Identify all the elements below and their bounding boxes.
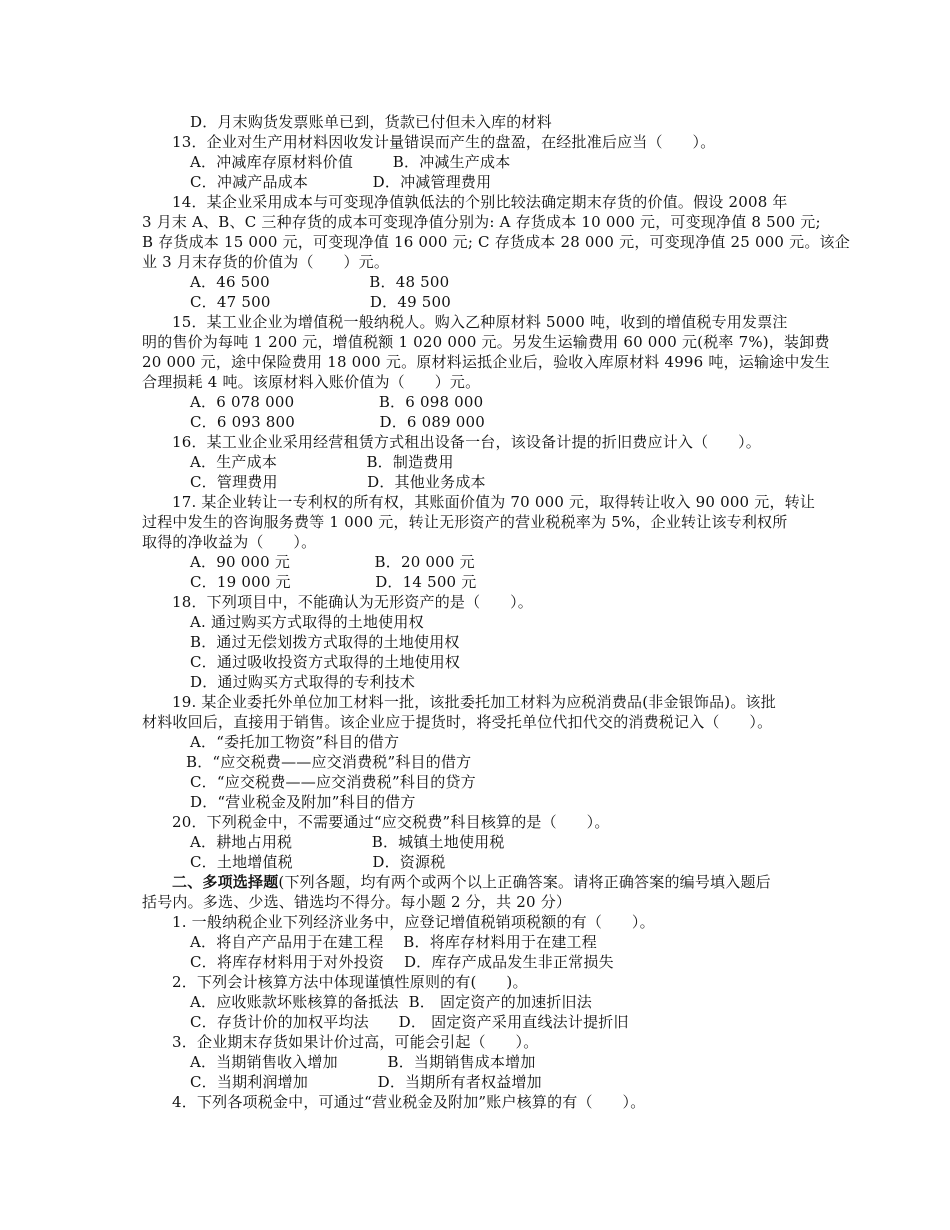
options-20-ab: A．耕地占用税 B．城镇土地使用税 (190, 833, 505, 851)
options-14-ab: A．46 500 B．48 500 (190, 273, 450, 291)
options-16-ab: A．生产成本 B．制造费用 (190, 453, 454, 471)
question-15-line-1: 15．某工业企业为增值税一般纳税人。购入乙种原材料 5000 吨，收到的增值税专用发票注 (172, 313, 788, 331)
multi-options-2-ab: A．应收账款坏账核算的备抵法 B． 固定资产的加速折旧法 (190, 993, 592, 1011)
question-17-line-3: 取得的净收益为（ ）。 (142, 533, 317, 551)
section-2-instructions-line-1: (下列各题，均有两个或两个以上正确答案。请将正确答案的编号填入题后 (278, 873, 771, 891)
options-14-cd: C．47 500 D．49 500 (190, 293, 452, 311)
multi-question-2: 2．下列会计核算方法中体现谨慎性原则的有( )。 (172, 973, 528, 991)
question-19-line-2: 材料收回后，直接用于销售。该企业应于提货时，将受托单位代扣代交的消费税记入（ ）。 (142, 713, 773, 731)
section-2-instructions-line-2: 括号内。多选、少选、错选均不得分。每小题 2 分，共 20 分） (142, 893, 572, 911)
question-16: 16．某工业企业采用经营租赁方式租出设备一台，该设备计提的折旧费应计入（ ）。 (172, 433, 761, 451)
options-17-ab: A．90 000 元 B．20 000 元 (190, 553, 475, 571)
section-2-intro (0, 872, 950, 892)
question-14-line-2: 3 月末 A、B、C 三种存货的成本可变现净值分别为: A 存货成本 10 000 元，可变现净值 8 500 元; (142, 213, 821, 231)
options-16-cd: C．管理费用 D．其他业务成本 (190, 473, 486, 491)
option-12-d: D．月末购货发票账单已到，货款已付但未入库的材料 (190, 113, 552, 131)
question-14-line-3: B 存货成本 15 000 元，可变现净值 16 000 元; C 存货成本 28 000 元，可变现净值 25 000 元。该企 (142, 233, 850, 251)
question-15-line-2: 明的售价为每吨 1 200 元，增值税额 1 020 000 元。另发生运输费用 60 000 元(税率 7%)，装卸费 (142, 333, 830, 351)
multi-options-2-cd: C．存货计价的加权平均法 D． 固定资产采用直线法计提折旧 (190, 1013, 629, 1031)
question-20: 20．下列税金中，不需要通过“应交税费”科目核算的是（ ）。 (172, 813, 610, 831)
options-13-ab: A．冲减库存原材料价值 B．冲减生产成本 (190, 153, 511, 171)
option-19-c: C．“应交税费——应交消费税”科目的贷方 (190, 773, 476, 791)
options-15-cd: C．6 093 800 D．6 089 000 (190, 413, 486, 431)
option-19-b: B．“应交税费——应交消费税”科目的借方 (186, 753, 472, 771)
multi-options-3-ab: A．当期销售收入增加 B．当期销售成本增加 (190, 1053, 536, 1071)
multi-options-1-cd: C．将库存材料用于对外投资 D．库存产成品发生非正常损失 (190, 953, 614, 971)
options-17-cd: C．19 000 元 D．14 500 元 (190, 573, 477, 591)
question-13: 13．企业对生产用材料因收发计量错误而产生的盘盈，在经批准后应当（ ）。 (172, 133, 716, 151)
question-19-line-1: 19. 某企业委托外单位加工材料一批，该批委托加工材料为应税消费品(非金银饰品)。该批 (172, 693, 776, 711)
option-18-c: C．通过吸收投资方式取得的土地使用权 (190, 653, 461, 671)
question-15-line-4: 合理损耗 4 吨。该原材料入账价值为（ ）元。 (142, 373, 481, 391)
options-15-ab: A．6 078 000 B．6 098 000 (190, 393, 484, 411)
question-17-line-2: 过程中发生的咨询服务费等 1 000 元，转让无形资产的营业税税率为 5%，企业转让该专利权所 (142, 513, 788, 531)
option-18-b: B．通过无偿划拨方式取得的土地使用权 (190, 633, 460, 651)
question-17-line-1: 17. 某企业转让一专利权的所有权，其账面价值为 70 000 元，取得转让收入 90 000 元，转让 (172, 493, 816, 511)
options-13-cd: C．冲减产品成本 D．冲减管理费用 (190, 173, 492, 191)
question-18: 18．下列项目中，不能确认为无形资产的是（ ）。 (172, 593, 533, 611)
multi-question-1: 1. 一般纳税企业下列经济业务中，应登记增值税销项税额的有（ ）。 (172, 913, 655, 931)
multi-options-3-cd: C．当期利润增加 D．当期所有者权益增加 (190, 1073, 542, 1091)
option-19-a: A．“委托加工物资”科目的借方 (190, 733, 400, 751)
option-18-a: A. 通过购买方式取得的土地使用权 (190, 613, 424, 631)
question-15-line-3: 20 000 元，途中保险费用 18 000 元。原材料运抵企业后，验收入库原材料 4996 吨，运输途中发生 (142, 353, 830, 371)
options-20-cd: C．土地增值税 D．资源税 (190, 853, 446, 871)
option-18-d: D．通过购买方式取得的专利技术 (190, 673, 416, 691)
option-19-d: D．“营业税金及附加”科目的借方 (190, 793, 416, 811)
multi-options-1-ab: A．将自产产品用于在建工程 B．将库存材料用于在建工程 (190, 933, 597, 951)
question-14-line-1: 14．某企业采用成本与可变现净值孰低法的个别比较法确定期末存货的价值。假设 2008 年 (172, 193, 788, 211)
section-2-heading: 二、多项选择题 (172, 873, 279, 891)
multi-question-3: 3．企业期末存货如果计价过高，可能会引起（ ）。 (172, 1033, 539, 1051)
question-14-line-4: 业 3 月末存货的价值为（ ）元。 (142, 253, 390, 271)
multi-question-4: 4．下列各项税金中，可通过“营业税金及附加”账户核算的有（ ）。 (172, 1093, 646, 1111)
